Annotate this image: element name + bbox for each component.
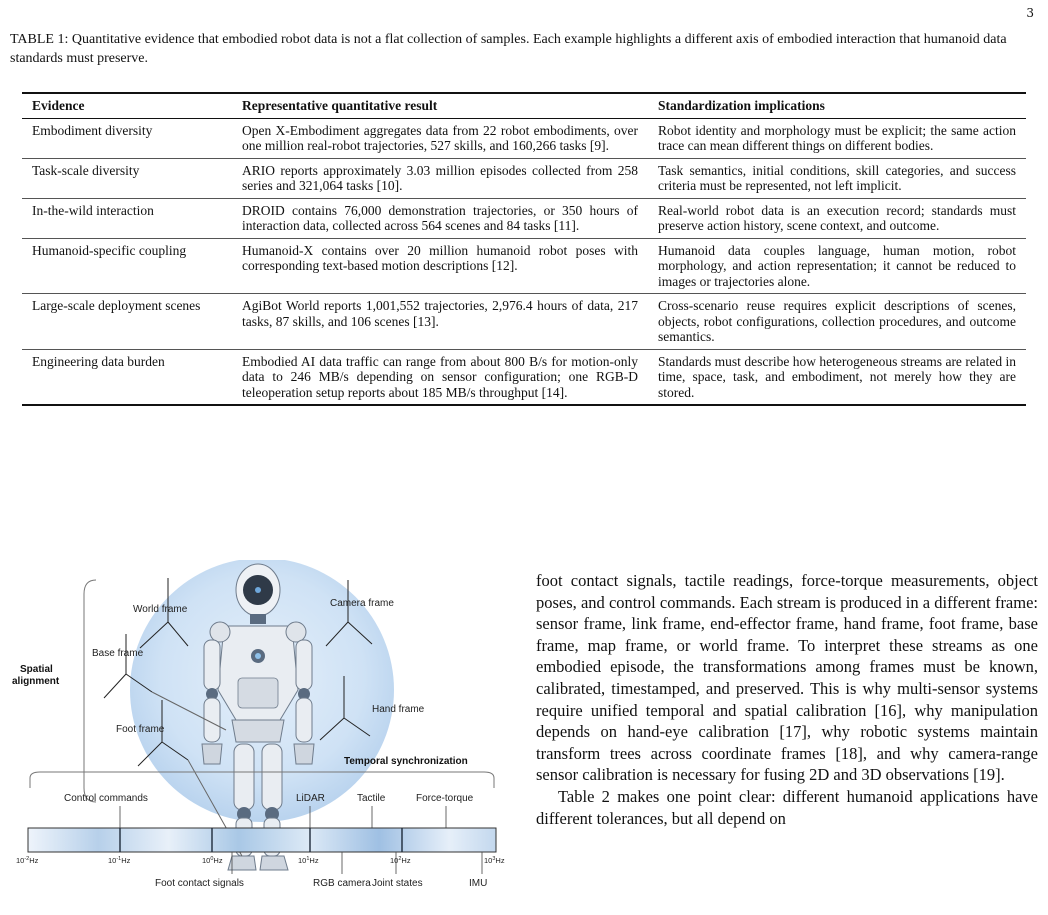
- body-paragraph: foot contact signals, tactile readings, force-torque measurements, object poses, and control commands. Each stream is produced in a different frame: sensor frame, link frame, end-effector frame, hand frame, foot frame, base frame, map frame, or world frame. To interpret these streams as one embodied episode, the transformations among frames must be known, calibrated, timestamped, and preserved. This is why multi-sensor systems require unified temporal and spatial calibration [16], why manipulation depends on hand-eye calibration [17], why robotic systems maintain transform trees across coordinate frames [18], and why camera-range sensor calibration is necessary for fusing 2D and 3D observations [19].: [536, 571, 1038, 785]
- table-caption: TABLE 1: Quantitative evidence that embodied robot data is not a flat collection of samples. Each example highlights a different axis of embodied interaction that humanoid data standards must preserve.: [10, 32, 1007, 66]
- stream-tactile: Tactile: [357, 793, 386, 804]
- table-cell: Task semantics, initial conditions, skill categories, and success criteria must be represented, not left implicit.: [658, 162, 1016, 193]
- tick-label: $10^{-1}Hz$: [108, 856, 131, 865]
- frequency-band: [28, 828, 496, 852]
- table-cell: Embodied AI data traffic can range from about 800 B/s for motion-only data to 246 MB/s depending on sensor configuration; one RGB-D teleoperation setup reports about 185 MB/s throughput [14].: [242, 353, 638, 400]
- table-cell: Open X-Embodiment aggregates data from 22 robot embodiments, over one million real-robot trajectories, 527 skills, and 160,266 tasks [9].: [242, 122, 638, 153]
- temporal-title: Temporal synchronization: [344, 756, 468, 767]
- body-text-column: [536, 570, 1038, 829]
- humanoid-alignment-figure: [0, 560, 520, 900]
- table-header-row: [22, 93, 1026, 118]
- table-cell: Embodiment diversity: [32, 122, 153, 138]
- table-cell: DROID contains 76,000 demonstration trajectories, or 350 hours of interaction data, collected across 564 scenes and 84 tasks [11].: [242, 202, 638, 233]
- tick-label: $10^3Hz$: [484, 856, 505, 865]
- table-cell: Humanoid-X contains over 20 million humanoid robot poses with corresponding text-based motion descriptions [12].: [242, 242, 638, 273]
- body-paragraph: Table 2 makes one point clear: different humanoid applications have different tolerances, but all depend on: [536, 786, 1038, 828]
- table-cell: Real-world robot data is an execution record; standards must preserve action history, scene context, and outcome.: [658, 202, 1016, 233]
- table-cell: Cross-scenario reuse requires explicit descriptions of scenes, objects, robot configurations, collection procedures, and outcome semantics.: [658, 298, 1016, 344]
- table-row: [22, 198, 1026, 238]
- tick-label: $10^{-2}Hz$: [16, 856, 39, 865]
- stream-imu: IMU: [469, 878, 488, 889]
- spatial-bracket: [84, 580, 96, 802]
- table-cell: Standards must describe how heterogeneous streams are related in time, space, task, and embodiment, not merely how they are stored.: [658, 353, 1016, 400]
- table-row: [22, 158, 1026, 198]
- table-cell: Humanoid data couples language, human motion, robot morphology, and action representation; it cannot be reduced to images or trajectories alone.: [658, 242, 1016, 289]
- tick-label: $10^0Hz$: [202, 856, 223, 865]
- table-row: [22, 294, 1026, 350]
- frame-label-camera: Camera frame: [330, 598, 394, 609]
- frame-label-base: Base frame: [92, 648, 144, 659]
- tick-label: $10^2Hz$: [390, 856, 411, 865]
- page-number: 3: [1026, 6, 1034, 20]
- table-cell: Robot identity and morphology must be explicit; the same action trace can mean different things on different bodies.: [658, 122, 1016, 153]
- table-cell: Task-scale diversity: [32, 162, 140, 178]
- header-evidence: Evidence: [32, 98, 85, 113]
- table-cell: Humanoid-specific coupling: [32, 242, 187, 258]
- stream-joint-states: Joint states: [372, 878, 423, 889]
- table-row: [22, 238, 1026, 294]
- stream-lidar: LiDAR: [296, 793, 325, 804]
- table-cell: ARIO reports approximately 3.03 million episodes collected from 258 series and 321,064 tasks [10].: [242, 162, 638, 193]
- table-cell: Engineering data burden: [32, 353, 165, 369]
- frame-label-world: World frame: [133, 604, 188, 615]
- table-cell: AgiBot World reports 1,001,552 trajectories, 2,976.4 hours of data, 217 tasks, 87 skills, and 106 scenes [13].: [242, 298, 638, 329]
- table-row: [22, 118, 1026, 158]
- tick-label: $10^1Hz$: [298, 856, 319, 865]
- header-result: Representative quantitative result: [242, 98, 438, 113]
- stream-force-torque: Force-torque: [416, 793, 474, 804]
- table-row: [22, 349, 1026, 405]
- header-implications: Standardization implications: [658, 98, 825, 113]
- frame-label-foot: Foot frame: [116, 724, 165, 735]
- spatial-title: Spatial alignment: [12, 664, 60, 687]
- table-cell: Large-scale deployment scenes: [32, 298, 201, 313]
- table-cell: In-the-wild interaction: [32, 202, 154, 218]
- stream-control-commands: Control commands: [64, 793, 148, 804]
- stream-rgb-camera: RGB camera: [313, 878, 371, 889]
- frame-label-hand: Hand frame: [372, 704, 425, 715]
- stream-foot-contact: Foot contact signals: [155, 878, 244, 889]
- evidence-table: [22, 92, 1026, 406]
